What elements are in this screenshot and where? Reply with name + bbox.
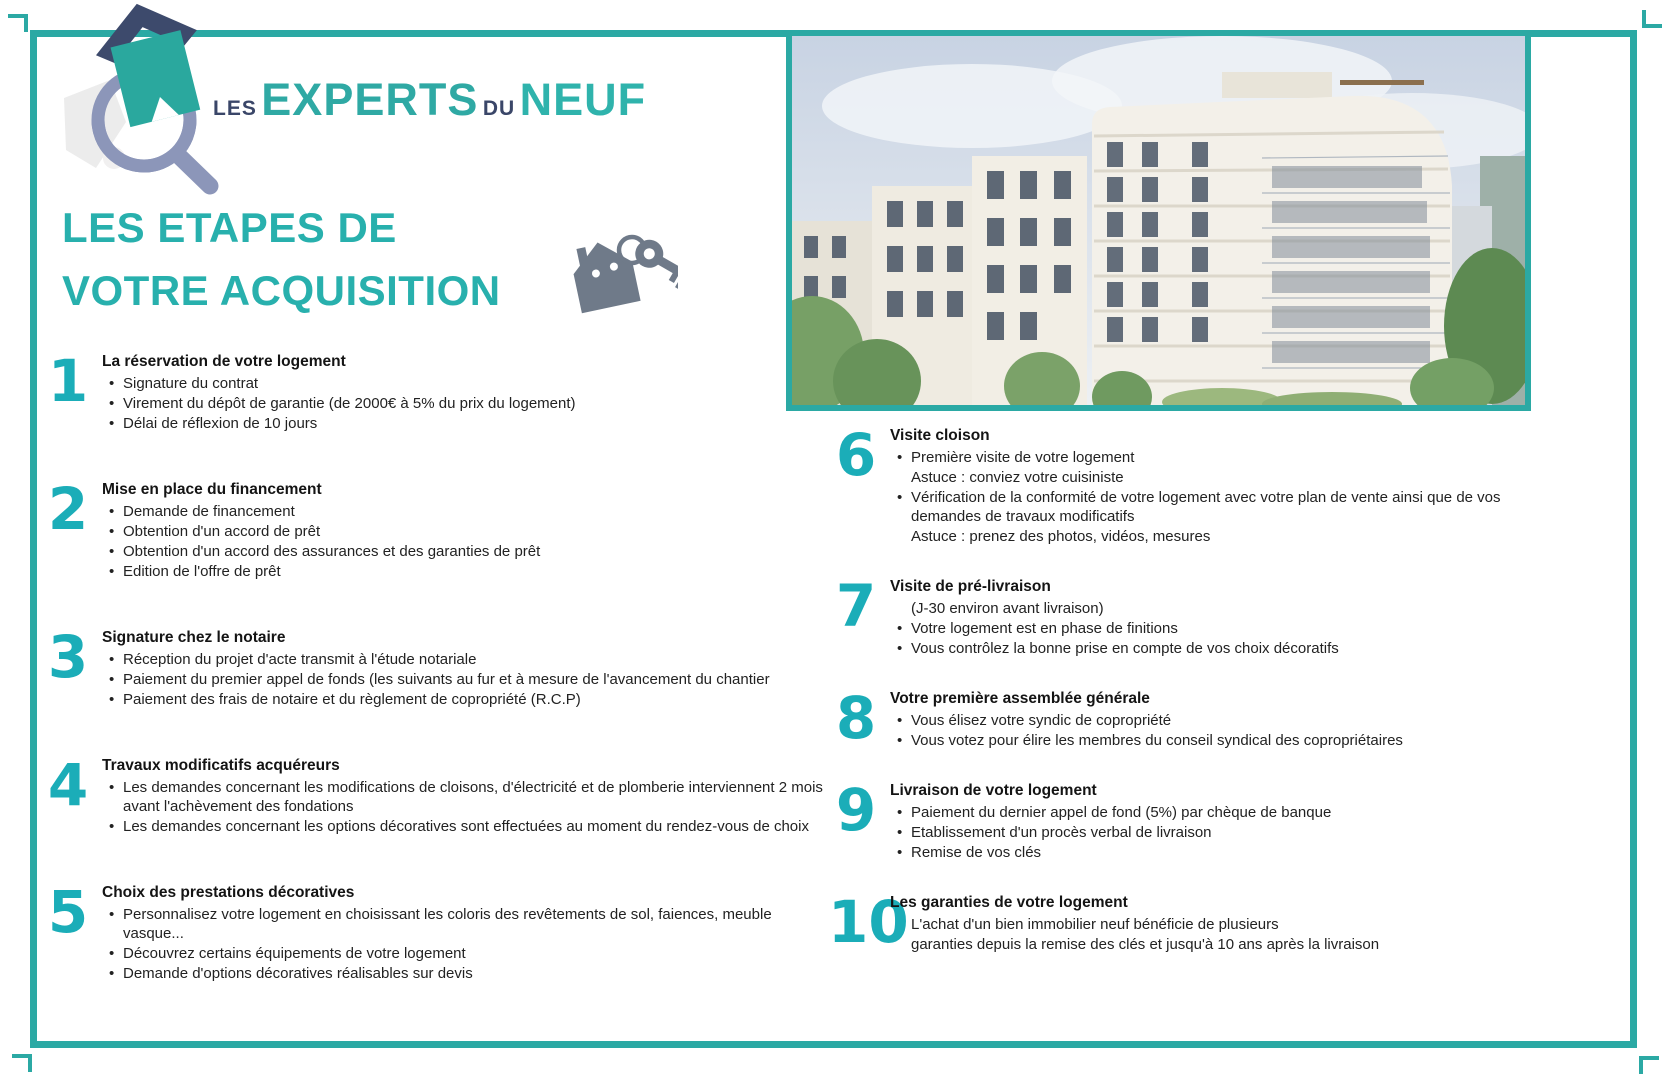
- step-bullet: • Edition de l'offre de prêt: [123, 562, 540, 581]
- corner-mark-top-left: [8, 14, 28, 32]
- step-number: 7: [835, 572, 877, 640]
- step-2: [40, 475, 840, 582]
- page-title-line2: VOTRE ACQUISITION: [62, 267, 501, 314]
- corner-mark-bottom-right: [1639, 1056, 1659, 1074]
- step-bullet: • Paiement du premier appel de fonds (les suivants au fur et à mesure de l'avancement du chantier: [123, 670, 770, 689]
- step-title: Mise en place du financement: [102, 481, 322, 498]
- step-3: [40, 623, 840, 710]
- step-number: 3: [47, 623, 89, 691]
- step-title: Signature chez le notaire: [102, 629, 286, 646]
- step-bullet: • Réception du projet d'acte transmit à l'étude notariale: [123, 650, 770, 669]
- step-number: 2: [47, 475, 89, 543]
- step-bullet: • Votre logement est en phase de finitions: [911, 619, 1339, 638]
- step-9: [828, 776, 1578, 863]
- step-bullet: • Les demandes concernant les options décoratives sont effectuées au moment du rendez-vous de choix: [123, 817, 828, 836]
- step-bullet: • Virement du dépôt de garantie (de 2000€ à 5% du prix du logement): [123, 394, 576, 413]
- house-keychain-keys-icon: [558, 218, 678, 323]
- magnifier-handle: [178, 155, 210, 186]
- step-bullet: • Obtention d'un accord de prêt: [123, 522, 540, 541]
- page-title: [62, 196, 501, 322]
- step-1: [40, 347, 840, 434]
- step-bullet: • Découvrez certains équipements de votre logement: [123, 944, 828, 963]
- step-bullet: • Les demandes concernant les modifications de cloisons, d'électricité et de plomberie interviennent 2 mois avant l'achèvement des fondations: [123, 778, 828, 816]
- step-note: Astuce : conviez votre cuisiniste: [911, 469, 1124, 486]
- step-items: [890, 599, 1339, 658]
- wordmark-experts: EXPERTS: [261, 74, 479, 125]
- brand-wordmark: [213, 74, 646, 126]
- step-bullet: • Demande de financement: [123, 502, 540, 521]
- step-5: [40, 878, 840, 984]
- step-10: [828, 888, 1578, 956]
- step-title: Choix des prestations décoratives: [102, 884, 355, 901]
- step-6: [828, 421, 1578, 547]
- step-4: [40, 751, 840, 837]
- step-title: Les garanties de votre logement: [890, 894, 1128, 911]
- step-title: Travaux modificatifs acquéreurs: [102, 757, 340, 774]
- step-title: Visite cloison: [890, 427, 990, 444]
- step-number: 5: [47, 878, 89, 946]
- step-bullet: • Vous élisez votre syndic de copropriété: [911, 711, 1403, 730]
- page-title-line1: LES ETAPES DE: [62, 204, 397, 251]
- step-bullet: • Paiement des frais de notaire et du règlement de copropriété (R.C.P): [123, 690, 770, 709]
- step-bullet: • Demande d'options décoratives réalisables sur devis: [123, 964, 828, 983]
- step-items: [102, 374, 576, 433]
- step-8: [828, 684, 1578, 752]
- step-items: [102, 778, 828, 836]
- step-number: 8: [835, 684, 877, 752]
- step-bullet: • Vous contrôlez la bonne prise en compte de vos choix décoratifs: [911, 639, 1339, 658]
- step-title: Visite de pré-livraison: [890, 578, 1051, 595]
- keys-graphic: [558, 218, 678, 323]
- step-items: [890, 915, 1379, 954]
- step-note: L'achat d'un bien immobilier neuf bénéficie de plusieurs: [911, 916, 1279, 933]
- step-title: Livraison de votre logement: [890, 782, 1097, 799]
- steps-column-right: [828, 421, 1578, 985]
- step-title: Votre première assemblée générale: [890, 690, 1150, 707]
- step-items: [102, 502, 540, 581]
- step-note: garanties depuis la remise des clés et jusqu'à 10 ans après la livraison: [911, 936, 1380, 953]
- wordmark-les: LES: [213, 97, 257, 120]
- step-bullet: • Obtention d'un accord des assurances et des garanties de prêt: [123, 542, 540, 561]
- step-items: [102, 650, 770, 709]
- step-number: 6: [835, 421, 877, 489]
- step-number: 10: [828, 888, 909, 956]
- step-title: La réservation de votre logement: [102, 353, 346, 370]
- step-bullet: • Remise de vos clés: [911, 843, 1331, 862]
- corner-mark-bottom-left: [12, 1054, 32, 1072]
- step-number: 9: [835, 776, 877, 844]
- step-bullet: • Personnalisez votre logement en choisissant les coloris des revêtements de sol, faiences, meuble vasque...: [123, 905, 828, 943]
- step-bullet: • Délai de réflexion de 10 jours: [123, 414, 576, 433]
- wordmark-neuf: NEUF: [519, 74, 647, 125]
- step-note: Astuce : prenez des photos, vidéos, mesures: [911, 528, 1211, 545]
- step-bullet: • Signature du contrat: [123, 374, 576, 393]
- step-bullet: • Etablissement d'un procès verbal de livraison: [911, 823, 1331, 842]
- step-note: (J-30 environ avant livraison): [911, 600, 1104, 617]
- logo-graphic: [52, 0, 230, 195]
- wordmark-du: DU: [482, 97, 516, 120]
- step-number: 4: [47, 751, 89, 819]
- step-number: 1: [47, 347, 89, 415]
- step-items: [102, 905, 828, 983]
- house-tag: [568, 236, 640, 313]
- house-magnifier-icon: [52, 0, 230, 195]
- corner-mark-top-right: [1642, 10, 1662, 28]
- building-photo-art: [792, 36, 1525, 405]
- step-bullet: • Vérification de la conformité de votre logement avec votre plan de vente ainsi que de vos demandes de travaux modificatifs: [911, 488, 1561, 526]
- step-7: [828, 572, 1578, 659]
- steps-column-left: [40, 347, 840, 1030]
- step-bullet: • Première visite de votre logement: [911, 448, 1561, 467]
- step-items: [890, 448, 1561, 546]
- step-bullet: • Paiement du dernier appel de fond (5%) par chèque de banque: [911, 803, 1331, 822]
- step-items: [890, 711, 1403, 750]
- building-photo: [786, 30, 1531, 411]
- step-items: [890, 803, 1331, 862]
- step-bullet: • Vous votez pour élire les membres du conseil syndical des copropriétaires: [911, 731, 1403, 750]
